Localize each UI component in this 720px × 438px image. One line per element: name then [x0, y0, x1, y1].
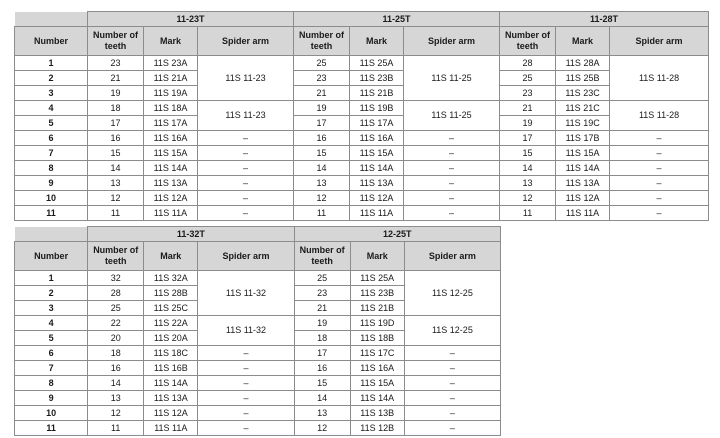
teeth-cell: 17	[294, 346, 350, 361]
mark-cell: 11S 23B	[350, 286, 404, 301]
spider-arm-cell: –	[198, 376, 294, 391]
mark-header: Mark	[144, 27, 198, 56]
row-number: 9	[15, 391, 88, 406]
table-row	[15, 161, 709, 176]
row-number: 2	[15, 71, 88, 86]
teeth-cell: 25	[294, 56, 350, 71]
teeth-cell: 19	[88, 86, 144, 101]
row-number: 4	[15, 101, 88, 116]
mark-cell: 11S 18C	[144, 346, 198, 361]
spider-arm-cell: –	[198, 131, 294, 146]
spider-arm-cell: –	[404, 131, 500, 146]
row-number: 3	[15, 86, 88, 101]
spider-arm-cell: 11S 12-25	[404, 316, 500, 346]
mark-cell: 11S 13B	[350, 406, 404, 421]
spider-arm-cell: –	[404, 176, 500, 191]
spider-arm-header: Spider arm	[404, 27, 500, 56]
mark-cell: 11S 15A	[350, 376, 404, 391]
spider-arm-cell: –	[404, 191, 500, 206]
table-row	[15, 316, 501, 331]
mark-cell: 11S 13A	[350, 176, 404, 191]
sprocket-table-bottom	[14, 226, 501, 436]
row-number: 2	[15, 286, 88, 301]
spider-arm-cell: –	[198, 206, 294, 221]
table-row	[15, 376, 501, 391]
mark-cell: 11S 25B	[556, 71, 610, 86]
mark-cell: 11S 16B	[144, 361, 198, 376]
mark-cell: 11S 16A	[350, 131, 404, 146]
mark-cell: 11S 18B	[350, 331, 404, 346]
mark-cell: 11S 28A	[556, 56, 610, 71]
teeth-header: Number of teeth	[500, 27, 556, 56]
mark-cell: 11S 21C	[556, 101, 610, 116]
teeth-cell: 13	[88, 176, 144, 191]
corner-blank	[15, 227, 88, 242]
table-row	[15, 191, 709, 206]
group-header: 11-23T	[88, 12, 294, 27]
mark-cell: 11S 17A	[350, 116, 404, 131]
spider-arm-cell: 11S 11-23	[198, 56, 294, 101]
mark-cell: 11S 17A	[144, 116, 198, 131]
mark-cell: 11S 11A	[144, 421, 198, 436]
teeth-cell: 25	[88, 301, 144, 316]
row-number: 10	[15, 406, 88, 421]
spider-arm-header: Spider arm	[198, 27, 294, 56]
mark-cell: 11S 11A	[556, 206, 610, 221]
teeth-cell: 12	[500, 191, 556, 206]
row-number: 10	[15, 191, 88, 206]
mark-cell: 11S 19A	[144, 86, 198, 101]
mark-cell: 11S 12A	[556, 191, 610, 206]
teeth-cell: 19	[294, 101, 350, 116]
mark-cell: 11S 21B	[350, 301, 404, 316]
spider-arm-cell: –	[198, 191, 294, 206]
teeth-cell: 18	[88, 346, 144, 361]
spider-arm-cell: –	[198, 146, 294, 161]
teeth-header: Number of teeth	[294, 27, 350, 56]
mark-cell: 11S 13A	[144, 176, 198, 191]
spider-arm-cell: 11S 11-25	[404, 101, 500, 131]
spider-arm-cell: –	[404, 421, 500, 436]
mark-cell: 11S 11A	[144, 206, 198, 221]
table-row	[15, 116, 709, 131]
spider-arm-cell: –	[198, 346, 294, 361]
teeth-cell: 28	[88, 286, 144, 301]
row-number: 8	[15, 161, 88, 176]
teeth-header: Number of teeth	[88, 242, 144, 271]
mark-cell: 11S 15A	[556, 146, 610, 161]
mark-cell: 11S 11A	[350, 206, 404, 221]
teeth-cell: 19	[500, 116, 556, 131]
row-number: 1	[15, 56, 88, 71]
table-row	[15, 271, 501, 286]
spider-arm-cell: –	[404, 161, 500, 176]
mark-cell: 11S 25A	[350, 56, 404, 71]
teeth-cell: 14	[294, 391, 350, 406]
mark-cell: 11S 12B	[350, 421, 404, 436]
teeth-cell: 32	[88, 271, 144, 286]
row-number: 11	[15, 421, 88, 436]
row-number: 5	[15, 331, 88, 346]
spider-arm-cell: 11S 11-25	[404, 56, 500, 101]
spider-arm-header: Spider arm	[610, 27, 709, 56]
teeth-cell: 11	[88, 421, 144, 436]
teeth-cell: 12	[88, 406, 144, 421]
mark-cell: 11S 32A	[144, 271, 198, 286]
teeth-cell: 14	[294, 161, 350, 176]
row-number: 1	[15, 271, 88, 286]
teeth-cell: 23	[500, 86, 556, 101]
table-row	[15, 71, 709, 86]
teeth-cell: 28	[500, 56, 556, 71]
teeth-cell: 21	[500, 101, 556, 116]
mark-cell: 11S 14A	[144, 376, 198, 391]
group-header: 12-25T	[294, 227, 500, 242]
teeth-cell: 18	[294, 331, 350, 346]
teeth-cell: 14	[500, 161, 556, 176]
number-header: Number	[15, 242, 88, 271]
teeth-cell: 11	[88, 206, 144, 221]
mark-cell: 11S 16A	[144, 131, 198, 146]
spider-arm-cell: –	[610, 131, 709, 146]
row-number: 4	[15, 316, 88, 331]
teeth-cell: 19	[294, 316, 350, 331]
teeth-header: Number of teeth	[88, 27, 144, 56]
teeth-cell: 17	[88, 116, 144, 131]
mark-cell: 11S 12A	[350, 191, 404, 206]
teeth-cell: 16	[88, 361, 144, 376]
spider-arm-cell: –	[404, 361, 500, 376]
teeth-cell: 21	[294, 86, 350, 101]
table-row	[15, 86, 709, 101]
spider-arm-cell: –	[404, 346, 500, 361]
teeth-cell: 12	[294, 191, 350, 206]
teeth-cell: 16	[294, 131, 350, 146]
spider-arm-cell: –	[610, 206, 709, 221]
corner-blank	[15, 12, 88, 27]
row-number: 7	[15, 146, 88, 161]
spider-arm-cell: 11S 11-23	[198, 101, 294, 131]
table-row	[15, 101, 709, 116]
spider-arm-cell: –	[610, 146, 709, 161]
row-number: 7	[15, 361, 88, 376]
teeth-cell: 25	[500, 71, 556, 86]
table-row	[15, 146, 709, 161]
mark-cell: 11S 22A	[144, 316, 198, 331]
teeth-header: Number of teeth	[294, 242, 350, 271]
teeth-cell: 17	[500, 131, 556, 146]
mark-cell: 11S 19B	[350, 101, 404, 116]
teeth-cell: 17	[294, 116, 350, 131]
spider-arm-cell: –	[610, 161, 709, 176]
mark-header: Mark	[556, 27, 610, 56]
spider-arm-cell: 11S 12-25	[404, 271, 500, 316]
table-row	[15, 391, 501, 406]
spider-arm-cell: –	[404, 391, 500, 406]
mark-cell: 11S 25C	[144, 301, 198, 316]
table-row	[15, 406, 501, 421]
mark-cell: 11S 14A	[144, 161, 198, 176]
spider-arm-cell: –	[198, 176, 294, 191]
row-number: 3	[15, 301, 88, 316]
table-row	[15, 56, 709, 71]
mark-cell: 11S 14A	[556, 161, 610, 176]
mark-cell: 11S 21A	[144, 71, 198, 86]
spider-arm-cell: –	[404, 146, 500, 161]
teeth-cell: 13	[500, 176, 556, 191]
teeth-cell: 15	[294, 376, 350, 391]
mark-cell: 11S 17C	[350, 346, 404, 361]
spider-arm-cell: –	[198, 391, 294, 406]
mark-cell: 11S 23C	[556, 86, 610, 101]
mark-cell: 11S 13A	[556, 176, 610, 191]
mark-cell: 11S 13A	[144, 391, 198, 406]
teeth-cell: 15	[500, 146, 556, 161]
mark-cell: 11S 12A	[144, 191, 198, 206]
mark-cell: 11S 21B	[350, 86, 404, 101]
row-number: 11	[15, 206, 88, 221]
group-header: 11-25T	[294, 12, 500, 27]
mark-cell: 11S 23B	[350, 71, 404, 86]
spider-arm-cell: –	[198, 421, 294, 436]
spider-arm-cell: –	[610, 191, 709, 206]
teeth-cell: 12	[294, 421, 350, 436]
mark-cell: 11S 17B	[556, 131, 610, 146]
mark-header: Mark	[350, 242, 404, 271]
spider-arm-header: Spider arm	[198, 242, 294, 271]
teeth-cell: 23	[88, 56, 144, 71]
teeth-cell: 23	[294, 71, 350, 86]
table-row	[15, 346, 501, 361]
mark-cell: 11S 18A	[144, 101, 198, 116]
table-row	[15, 176, 709, 191]
teeth-cell: 21	[88, 71, 144, 86]
spider-arm-cell: –	[198, 361, 294, 376]
sprocket-table-top	[14, 11, 709, 221]
teeth-cell: 13	[294, 176, 350, 191]
teeth-cell: 13	[88, 391, 144, 406]
teeth-cell: 25	[294, 271, 350, 286]
spider-arm-cell: –	[404, 376, 500, 391]
teeth-cell: 11	[500, 206, 556, 221]
mark-cell: 11S 19D	[350, 316, 404, 331]
mark-cell: 11S 25A	[350, 271, 404, 286]
group-header: 11-32T	[88, 227, 294, 242]
row-number: 6	[15, 131, 88, 146]
teeth-cell: 20	[88, 331, 144, 346]
mark-cell: 11S 15A	[144, 146, 198, 161]
teeth-cell: 14	[88, 161, 144, 176]
spider-arm-header: Spider arm	[404, 242, 500, 271]
row-number: 6	[15, 346, 88, 361]
table-row	[15, 131, 709, 146]
teeth-cell: 16	[88, 131, 144, 146]
spider-arm-cell: 11S 11-32	[198, 316, 294, 346]
spider-arm-cell: –	[404, 206, 500, 221]
mark-cell: 11S 16A	[350, 361, 404, 376]
spider-arm-cell: –	[198, 406, 294, 421]
teeth-cell: 23	[294, 286, 350, 301]
mark-cell: 11S 14A	[350, 161, 404, 176]
teeth-cell: 15	[88, 146, 144, 161]
spider-arm-cell: 11S 11-28	[610, 56, 709, 101]
table-row	[15, 421, 501, 436]
mark-header: Mark	[350, 27, 404, 56]
mark-cell: 11S 19C	[556, 116, 610, 131]
row-number: 5	[15, 116, 88, 131]
mark-cell: 11S 23A	[144, 56, 198, 71]
spider-arm-cell: –	[404, 406, 500, 421]
group-header: 11-28T	[500, 12, 709, 27]
mark-cell: 11S 15A	[350, 146, 404, 161]
teeth-cell: 14	[88, 376, 144, 391]
teeth-cell: 12	[88, 191, 144, 206]
teeth-cell: 16	[294, 361, 350, 376]
mark-cell: 11S 20A	[144, 331, 198, 346]
spider-arm-cell: 11S 11-28	[610, 101, 709, 131]
mark-cell: 11S 12A	[144, 406, 198, 421]
table-row	[15, 361, 501, 376]
spider-arm-cell: 11S 11-32	[198, 271, 294, 316]
number-header: Number	[15, 27, 88, 56]
teeth-cell: 18	[88, 101, 144, 116]
row-number: 8	[15, 376, 88, 391]
mark-cell: 11S 14A	[350, 391, 404, 406]
table-row	[15, 206, 709, 221]
teeth-cell: 22	[88, 316, 144, 331]
spider-arm-cell: –	[198, 161, 294, 176]
teeth-cell: 13	[294, 406, 350, 421]
mark-header: Mark	[144, 242, 198, 271]
teeth-cell: 21	[294, 301, 350, 316]
mark-cell: 11S 28B	[144, 286, 198, 301]
spider-arm-cell: –	[610, 176, 709, 191]
teeth-cell: 15	[294, 146, 350, 161]
teeth-cell: 11	[294, 206, 350, 221]
row-number: 9	[15, 176, 88, 191]
